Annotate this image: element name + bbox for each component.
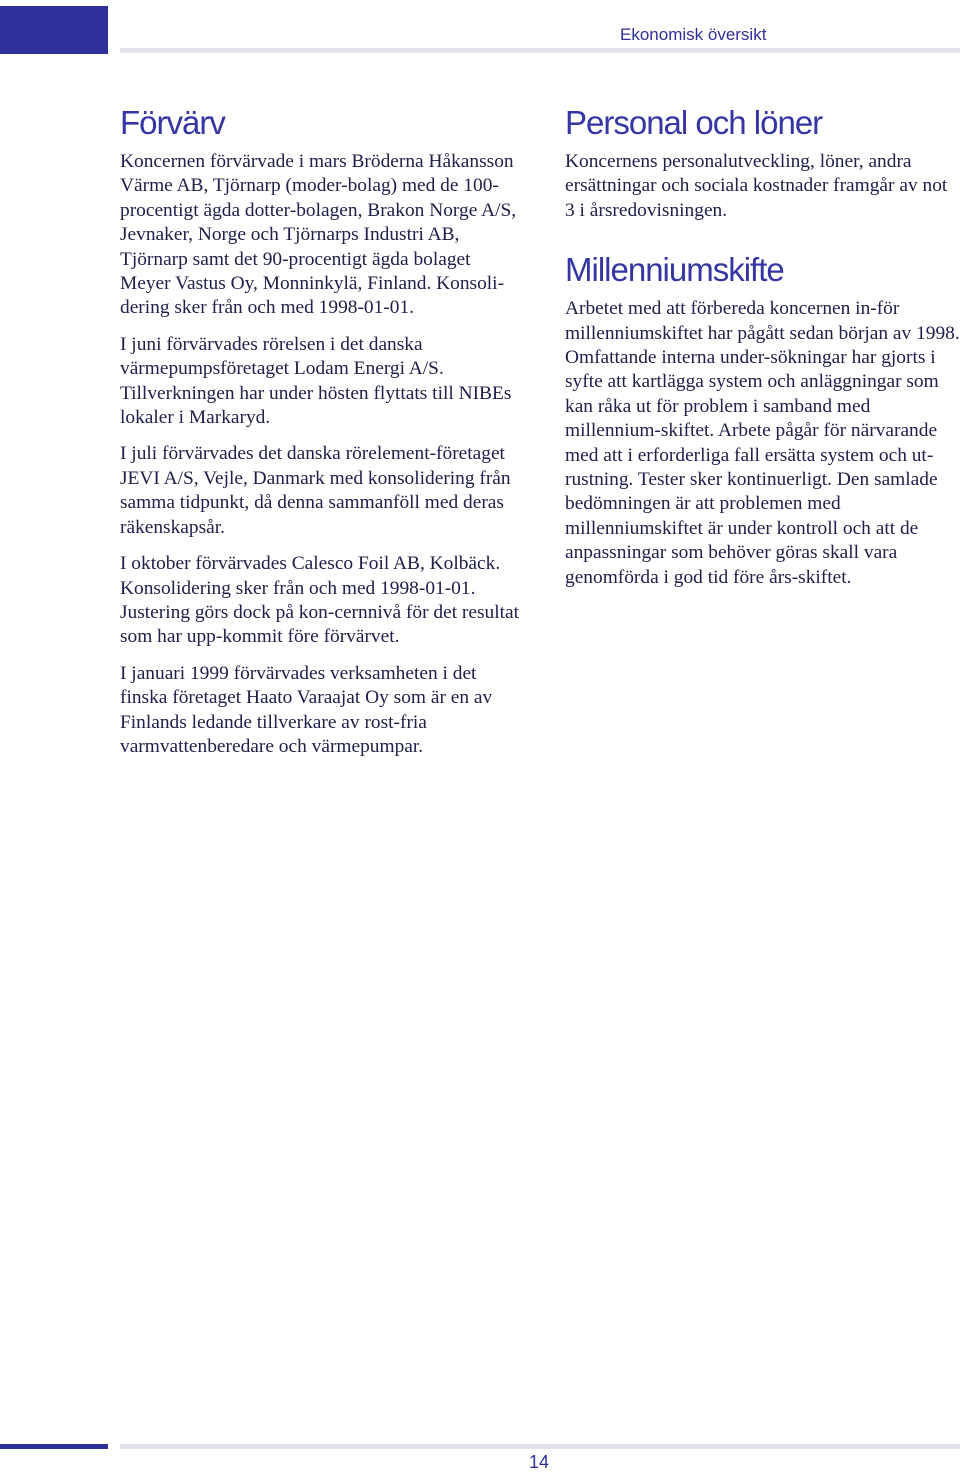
paragraph-4: I oktober förvärvades Calesco Foil AB, Kolbäck. Konsolidering sker från och med 1998-01-01. Justering görs dock på kon-cernnivå för det resultat som har upp-kommit före förvärvet. bbox=[120, 553, 520, 648]
heading-personnel: Personal och löner bbox=[565, 104, 823, 141]
paragraph-5: I januari 1999 förvärvades verksamheten i det finska företaget Haato Varaajat Oy som är en av Finlands ledande tillverkare av rost-fria varmvattenberedare och värmepumpar. bbox=[120, 662, 493, 757]
heading-acquisitions: Förvärv bbox=[120, 104, 225, 141]
right-column bbox=[565, 104, 960, 602]
footer-rule bbox=[120, 1444, 960, 1449]
paragraph-2: I juni förvärvades rörelsen i det danska värmepumpsföretaget Lodam Energi A/S. Tillverkningen har under hösten flyttats till NIBEs lokaler i Markaryd. bbox=[120, 333, 512, 429]
millennium-paragraph: Arbetet med att förbereda koncernen in-för millenniumskiftet har pågått sedan början av 1998. Omfattande interna under-sökningar har gjorts i syfte att kartlägga system och anläggningar som kan råka ut för problem i samband med millennium-skiftet. Arbete pågår för närvarande med att i erforderliga fall ersätta system och ut-rustning. Tester sker kontinuerligt. Den samlade bedömningen är att problemen med millenniumskiftet är under kontroll och att de anpassningar som behöver göras skall vara genomförda i god tid före års-skiftet. bbox=[565, 298, 960, 588]
header-corner-block bbox=[0, 6, 108, 54]
header-rule bbox=[120, 48, 960, 53]
personnel-paragraph: Koncernens personalutveckling, löner, andra ersättningar och sociala kostnader framgår av not 3 i årsredovisningen. bbox=[565, 151, 948, 221]
section-title: Ekonomisk översikt bbox=[620, 25, 767, 44]
page-number: 14 bbox=[528, 1452, 550, 1472]
left-column bbox=[120, 104, 520, 771]
paragraph-1: Koncernen förvärvade i mars Bröderna Håkansson Värme AB, Tjörnarp (moder-bolag) med de 100-procentigt ägda dotter-bolagen, Brakon Norge A/S, Jevnaker, Norge och Tjörnarps Industri AB, Tjörnarp samt det 90-procentigt ägda bolaget Meyer Vastus Oy, Monninkylä, Finland. Konsoli-dering sker från och med 1998-01-01. bbox=[120, 151, 517, 319]
footer-block bbox=[0, 1444, 108, 1449]
heading-millennium: Millenniumskifte bbox=[565, 251, 784, 289]
paragraph-3: I juli förvärvades det danska rörelement-företaget JEVI A/S, Vejle, Danmark med konsolidering från samma tidpunkt, då denna sammanföll med deras räkenskapsår. bbox=[120, 443, 511, 538]
